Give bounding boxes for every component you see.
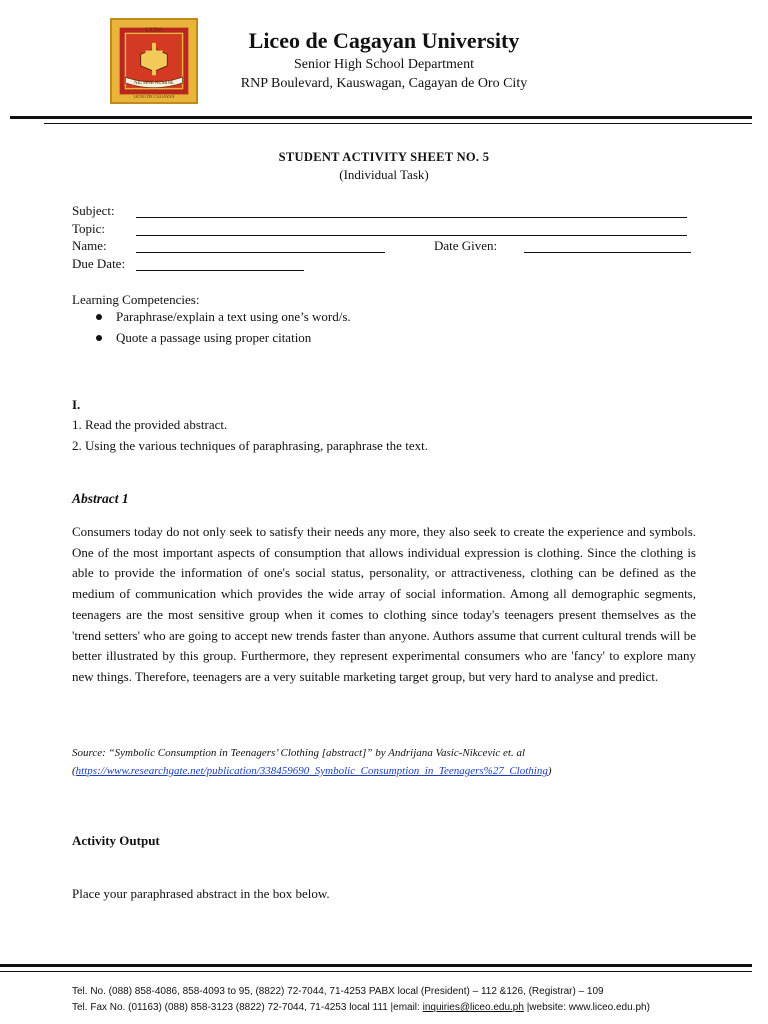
seal-motto-text: NIL SINE NUMINE <box>134 80 174 86</box>
subject-label: Subject: <box>72 203 115 218</box>
link-close-paren: ) <box>547 765 552 777</box>
instruction-step: 1. Read the provided abstract. <box>72 417 228 432</box>
date-given-field[interactable] <box>524 252 691 253</box>
footer-contact-line <box>72 1002 650 1013</box>
list-item <box>96 330 311 346</box>
subject-field[interactable] <box>136 217 687 218</box>
section-numeral: I. <box>72 397 81 412</box>
link-open-paren: ( <box>72 765 76 777</box>
topic-field[interactable] <box>136 235 687 236</box>
footer-email-link[interactable]: inquiries@liceo.edu.ph <box>422 1002 524 1013</box>
instruction-step: 2. Using the various techniques of paraphrasing, paraphrase the text. <box>72 438 428 453</box>
university-address: RNP Boulevard, Kauswagan, Cagayan de Oro City <box>240 76 528 91</box>
list-item <box>96 309 351 325</box>
sheet-title: STUDENT ACTIVITY SHEET NO. 5 <box>278 150 490 164</box>
competency-text: Paraphrase/explain a text using one’s word/s. <box>116 309 351 324</box>
sheet-subtitle: (Individual Task) <box>339 167 429 182</box>
name-field[interactable] <box>136 252 385 253</box>
due-date-label: Due Date: <box>72 256 126 271</box>
abstract-body: Consumers today do not only seek to satisfy their needs any more, they also seek to create the experience and symbols. One of the most important aspects of consumption that allows individual expression is clothing. Since the clothing is able to provide the information of one's social status, personality, or attractiveness, clothing can be defined as the medium of communication which provides the wide array of social information. Among all demographic segments, teenagers are the most sensitive group when it comes to clothing since today's teenagers present themselves as the 'trend setters' who are going to accept new trends faster than anyone. Authors assume that current cultural trends will be better illustrated by this group. Furthermore, they represent experimental consumers who are 'fancy' to explore many new things. Therefore, teenagers are a very suitable marketing target group, but very hard to analyse and predict. <box>72 524 696 684</box>
topic-label: Topic: <box>72 221 106 236</box>
footer-fax-text: Tel. Fax No. (01163) (088) 858-3123 (8822) 72-7044, 71-4253 local 111 |email: <box>72 1002 423 1013</box>
footer-divider-thick <box>0 964 752 967</box>
seal-top-text: LICEO <box>145 27 163 34</box>
university-seal-icon <box>110 18 198 104</box>
name-label: Name: <box>72 238 107 253</box>
footer-divider-thin <box>0 971 752 972</box>
date-given-label: Date Given: <box>434 238 498 253</box>
bullet-icon <box>96 335 102 341</box>
source-link-line <box>72 765 552 777</box>
footer-phone-line: Tel. No. (088) 858-4086, 858-4093 to 95, (8822) 72-7044, 71-4253 PABX local (President) – 112 &126, (Registrar) – 109 <box>72 986 604 997</box>
source-link[interactable]: https://www.researchgate.net/publication/338459690_Symbolic_Consumption_in_Teenagers%27_Clothing <box>75 765 548 777</box>
seal-bottom-text: LICEO DE CAGAYAN <box>133 94 175 100</box>
university-name: Liceo de Cagayan University <box>248 28 520 53</box>
footer-website-text: |website: www.liceo.edu.ph) <box>523 1002 650 1013</box>
competency-text: Quote a passage using proper citation <box>116 330 312 345</box>
competencies-title: Learning Competencies: <box>72 292 200 307</box>
header-divider-thin <box>44 123 752 124</box>
activity-instruction: Place your paraphrased abstract in the box below. <box>72 886 330 901</box>
abstract-title: Abstract 1 <box>72 491 129 506</box>
source-citation: Source: “Symbolic Consumption in Teenagers’ Clothing [abstract]” by Andrijana Vasic-Nikcevic et. al <box>72 747 526 759</box>
department-name: Senior High School Department <box>293 57 475 72</box>
due-date-field[interactable] <box>136 270 304 271</box>
header-divider-thick <box>10 116 752 119</box>
activity-output-title: Activity Output <box>72 833 160 848</box>
bullet-icon <box>96 314 102 320</box>
